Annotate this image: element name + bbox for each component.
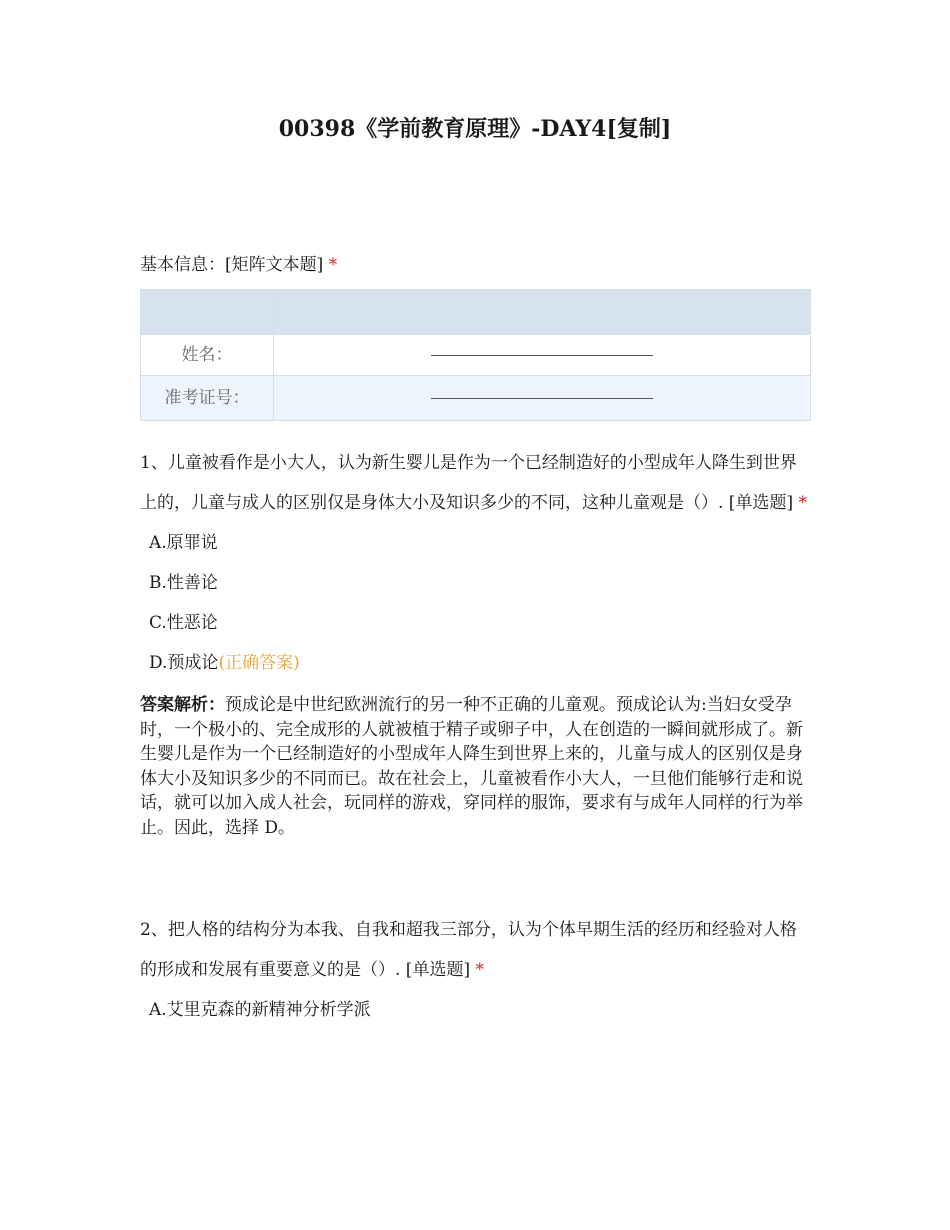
question-1 (140, 443, 812, 840)
question-2-option-a[interactable]: A.艾里克森的新精神分析学派 (149, 1000, 371, 1020)
survey-content (140, 250, 812, 1030)
question-1-analysis (140, 693, 812, 840)
question-1-option-b[interactable]: B.性善论 (149, 573, 218, 593)
analysis-label: 答案解析： (140, 695, 225, 715)
basic-info-matrix (140, 289, 811, 421)
basic-info-label: 基本信息：[矩阵文本题] * (140, 255, 338, 275)
correct-answer-tag: (正确答案) (218, 653, 300, 673)
question-1-option-a[interactable]: A.原罪说 (149, 533, 218, 553)
matrix-row-exam-id (141, 376, 811, 421)
analysis-text: 预成论是中世纪欧洲流行的另一种不正确的儿童观。预成论认为:当妇女受孕时，一个极小的、完全成形的人就被植于精子或卵子中，人在创造的一瞬间就形成了。新生婴儿是作为一个已经制造好的小型成年人降生到世界上来的，儿童与成人的区别仅是身体大小及知识多少的不同而已。故在社会上，儿童被看作小大人，一旦他们能够行走和说话，就可以加入成人社会，玩同样的游戏，穿同样的服饰，要求有与成年人同样的行为举止。因此，选择 D。 (140, 695, 803, 838)
required-mark: * (798, 493, 807, 513)
exam-id-field[interactable] (274, 376, 811, 421)
name-label: 姓名： (141, 335, 274, 376)
required-mark: * (328, 255, 338, 275)
question-1-text: 1、儿童被看作是小大人，认为新生婴儿是作为一个已经制造好的小型成年人降生到世界上的，儿童与成人的区别仅是身体大小及知识多少的不同，这种儿童观是（）. [单选题] * (140, 453, 807, 513)
matrix-header-row (141, 290, 811, 335)
name-field[interactable] (274, 335, 811, 376)
required-mark: * (475, 960, 484, 980)
name-blank-line (431, 355, 653, 356)
question-1-option-d[interactable]: D.预成论(正确答案) (149, 653, 300, 673)
question-2 (140, 910, 812, 1030)
question-1-option-c[interactable]: C.性恶论 (149, 613, 218, 633)
question-2-text: 2、把人格的结构分为本我、自我和超我三部分，认为个体早期生活的经历和经验对人格的形成和发展有重要意义的是（）. [单选题] * (140, 920, 797, 980)
exam-id-label: 准考证号： (141, 376, 274, 421)
matrix-row-name (141, 335, 811, 376)
exam-id-blank-line (431, 398, 653, 399)
page-title: 00398《学前教育原理》-DAY4[复制] (278, 116, 672, 142)
